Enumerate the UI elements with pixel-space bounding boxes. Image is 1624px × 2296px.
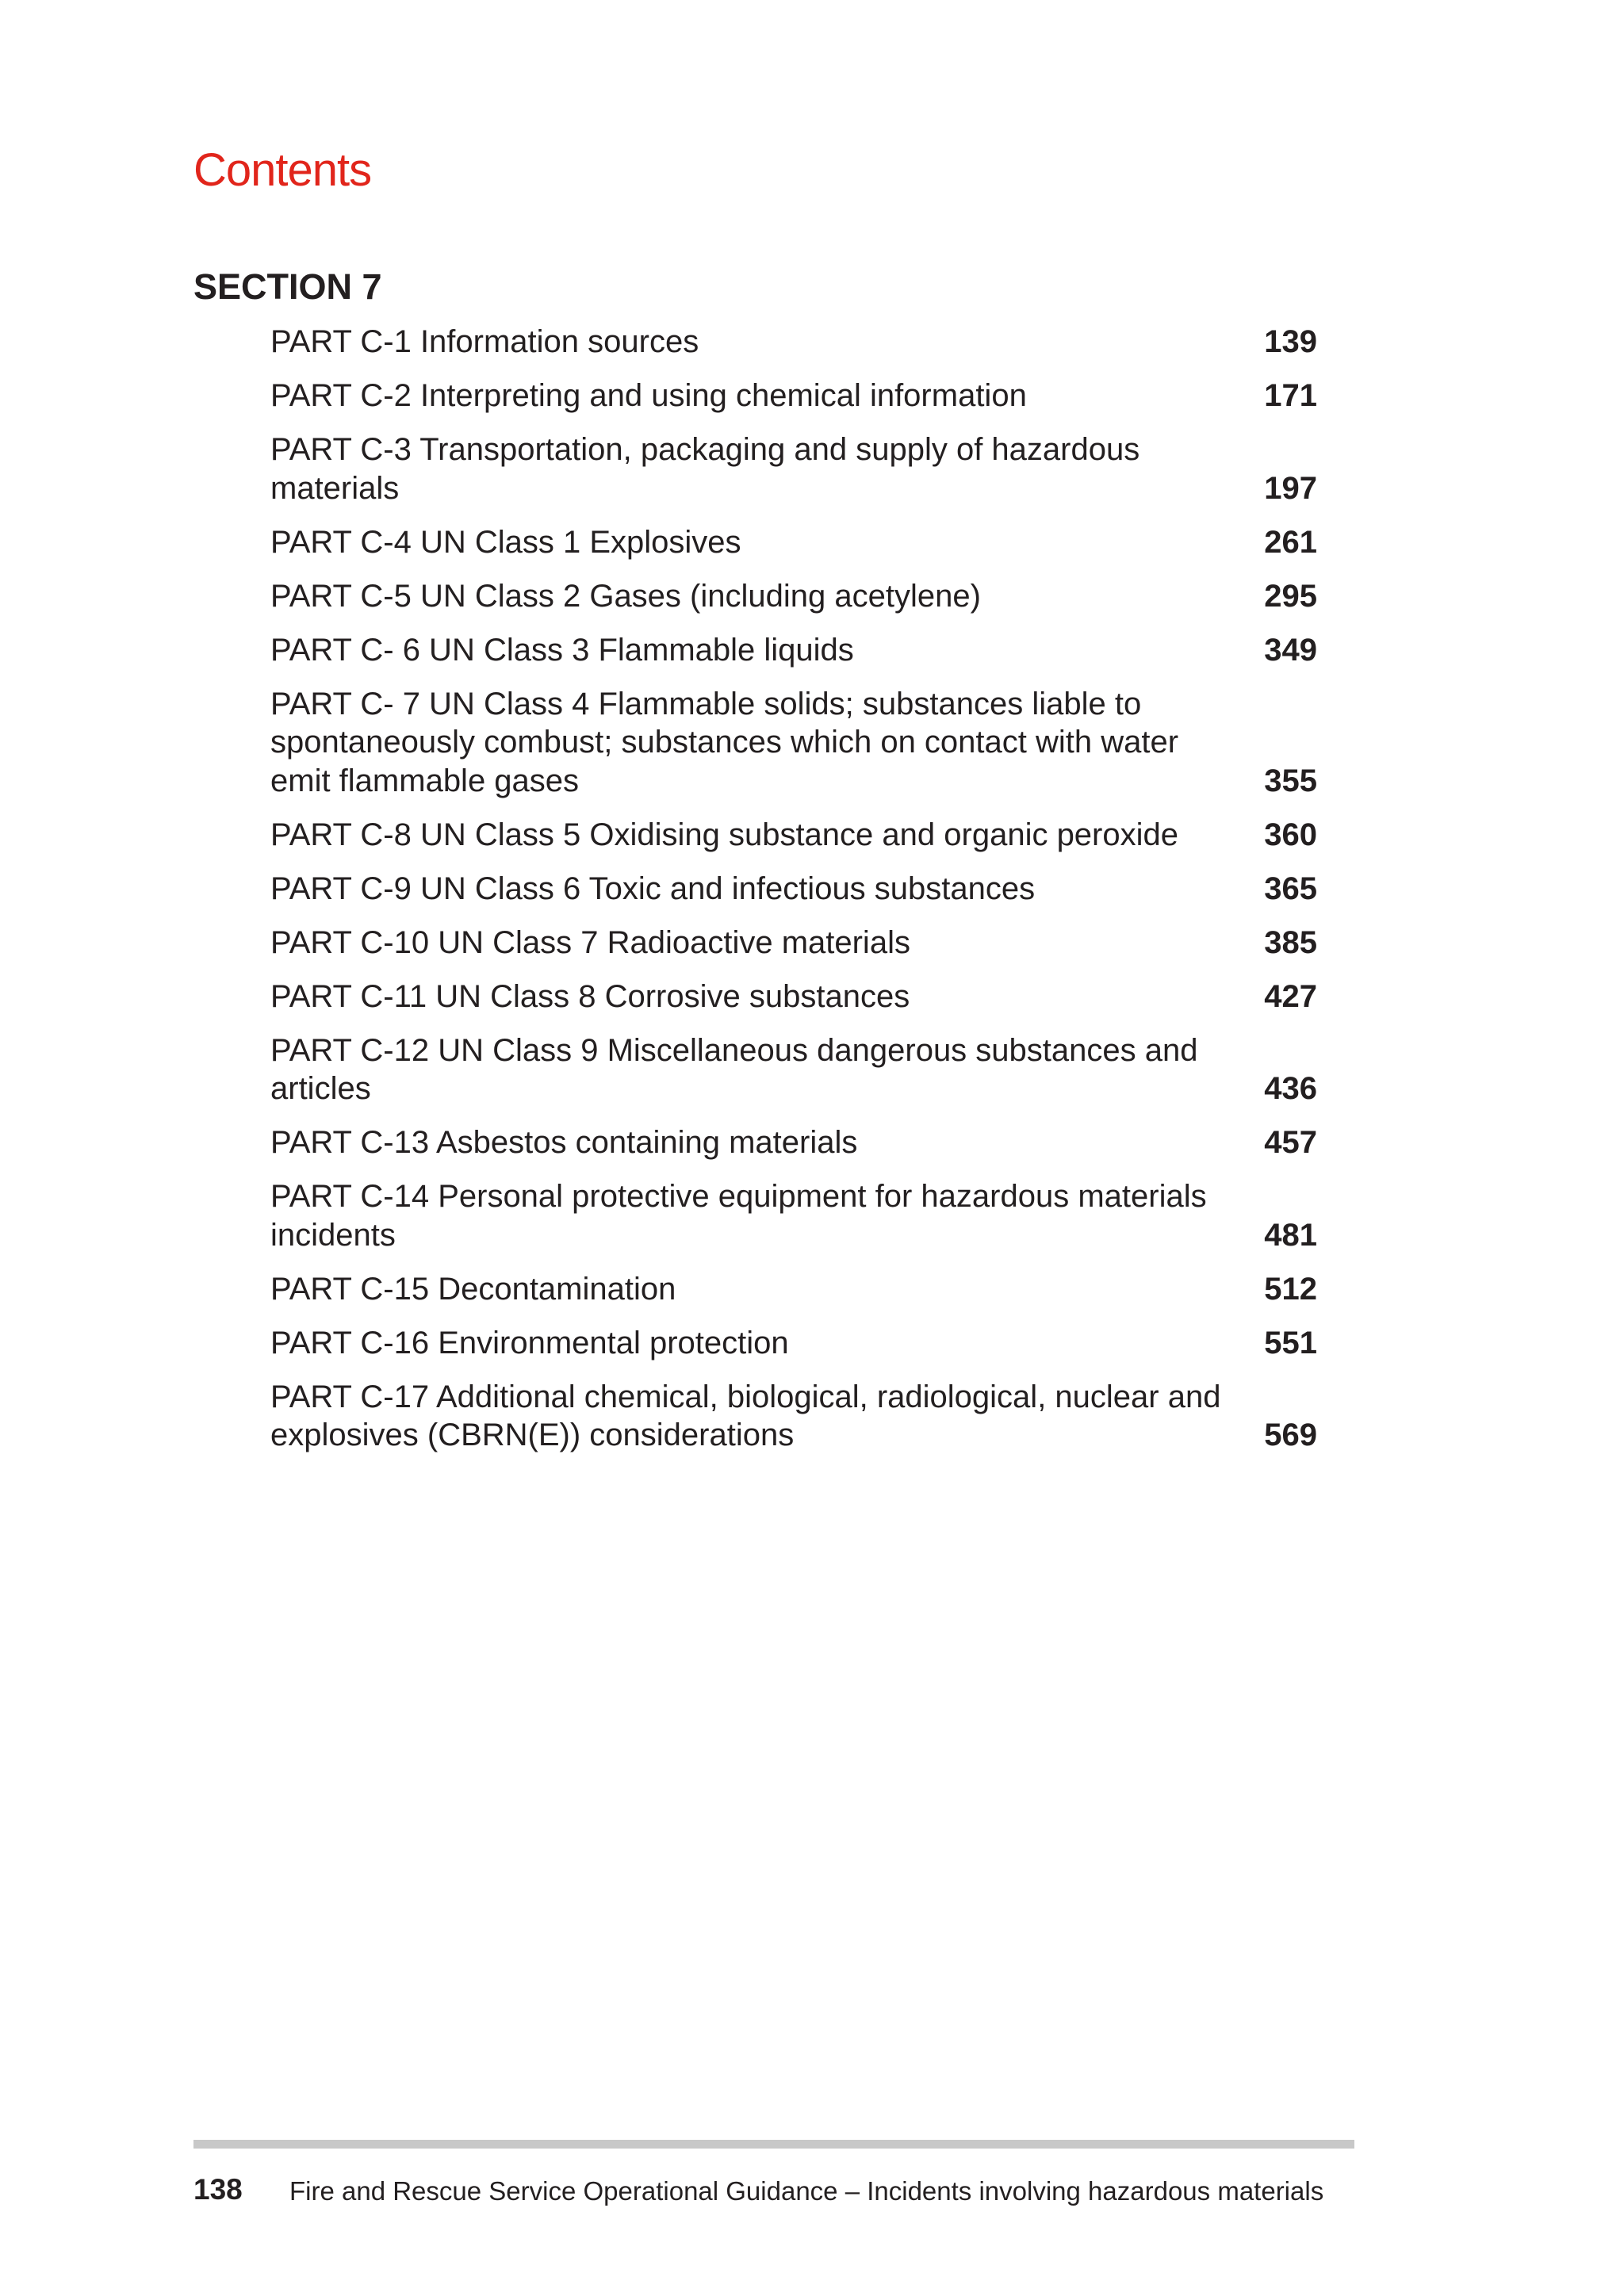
toc-entry[interactable] [270, 323, 1317, 362]
toc-entry-page: 139 [1264, 324, 1317, 359]
toc-entry[interactable] [270, 978, 1317, 1016]
toc-entry-page: 365 [1264, 871, 1317, 906]
footer-divider [193, 2140, 1354, 2149]
toc-entry-title: PART C-8 UN Class 5 Oxidising substance and organic peroxide [270, 817, 1178, 852]
toc-entry-page: 360 [1264, 817, 1317, 852]
toc-entry-title: PART C-2 Interpreting and using chemical information [270, 378, 1027, 413]
toc-entry[interactable] [270, 1270, 1317, 1309]
toc-entry-title: PART C-5 UN Class 2 Gases (including acetylene) [270, 578, 981, 614]
toc-entry-title: PART C-13 Asbestos containing materials [270, 1125, 858, 1160]
toc-entry-title: PART C-4 UN Class 1 Explosives [270, 524, 741, 560]
toc-entry[interactable] [270, 1378, 1317, 1455]
footer-page-number: 138 [193, 2173, 243, 2206]
toc-entry-page: 427 [1264, 978, 1317, 1014]
table-of-contents [270, 323, 1317, 1470]
toc-entry-title: PART C- 6 UN Class 3 Flammable liquids [270, 632, 854, 668]
toc-entry-title: PART C-17 Additional chemical, biological, radiological, nuclear and explosives (CBRN(E)) considerations [270, 1379, 1221, 1452]
toc-entry[interactable] [270, 816, 1317, 855]
toc-entry-page: 385 [1264, 924, 1317, 960]
footer-document-title: Fire and Rescue Service Operational Guidance – Incidents involving hazardous materials [289, 2176, 1324, 2206]
page-title: Contents [193, 144, 372, 196]
toc-entry-page: 436 [1264, 1071, 1317, 1106]
toc-entry-title: PART C-12 UN Class 9 Miscellaneous dangerous substances and articles [270, 1032, 1198, 1106]
toc-entry-page: 457 [1264, 1125, 1317, 1160]
toc-entry-title: PART C- 7 UN Class 4 Flammable solids; substances liable to spontaneously combust; substances which on contact with water emit flammable gases [270, 686, 1179, 798]
toc-entry[interactable] [270, 631, 1317, 670]
section-heading: SECTION 7 [193, 266, 382, 307]
toc-entry-page: 171 [1264, 378, 1317, 413]
toc-entry-page: 355 [1264, 763, 1317, 798]
toc-entry-title: PART C-9 UN Class 6 Toxic and infectious substances [270, 871, 1036, 906]
toc-entry[interactable] [270, 924, 1317, 962]
toc-entry[interactable] [270, 523, 1317, 562]
toc-entry-title: PART C-15 Decontamination [270, 1271, 676, 1307]
toc-entry-title: PART C-3 Transportation, packaging and supply of hazardous materials [270, 432, 1140, 506]
toc-entry[interactable] [270, 1324, 1317, 1363]
toc-entry[interactable] [270, 430, 1317, 507]
toc-entry-title: PART C-14 Personal protective equipment for hazardous materials incidents [270, 1179, 1207, 1253]
toc-entry-page: 481 [1264, 1217, 1317, 1253]
toc-entry-title: PART C-16 Environmental protection [270, 1325, 789, 1360]
toc-entry-page: 569 [1264, 1418, 1317, 1452]
toc-entry[interactable] [270, 1123, 1317, 1162]
toc-entry-page: 261 [1264, 524, 1317, 560]
toc-entry[interactable] [270, 1031, 1317, 1108]
toc-entry[interactable] [270, 377, 1317, 415]
toc-entry-page: 197 [1264, 470, 1317, 506]
toc-entry-title: PART C-1 Information sources [270, 324, 699, 359]
toc-entry[interactable] [270, 870, 1317, 909]
toc-entry-page: 295 [1264, 578, 1317, 614]
toc-entry-title: PART C-11 UN Class 8 Corrosive substances [270, 978, 910, 1014]
toc-entry-page: 512 [1264, 1271, 1317, 1307]
toc-entry[interactable] [270, 1177, 1317, 1254]
toc-entry[interactable] [270, 685, 1317, 801]
toc-entry-page: 349 [1264, 632, 1317, 668]
toc-entry-title: PART C-10 UN Class 7 Radioactive materials [270, 924, 910, 960]
toc-entry-page: 551 [1264, 1325, 1317, 1360]
toc-entry[interactable] [270, 577, 1317, 616]
